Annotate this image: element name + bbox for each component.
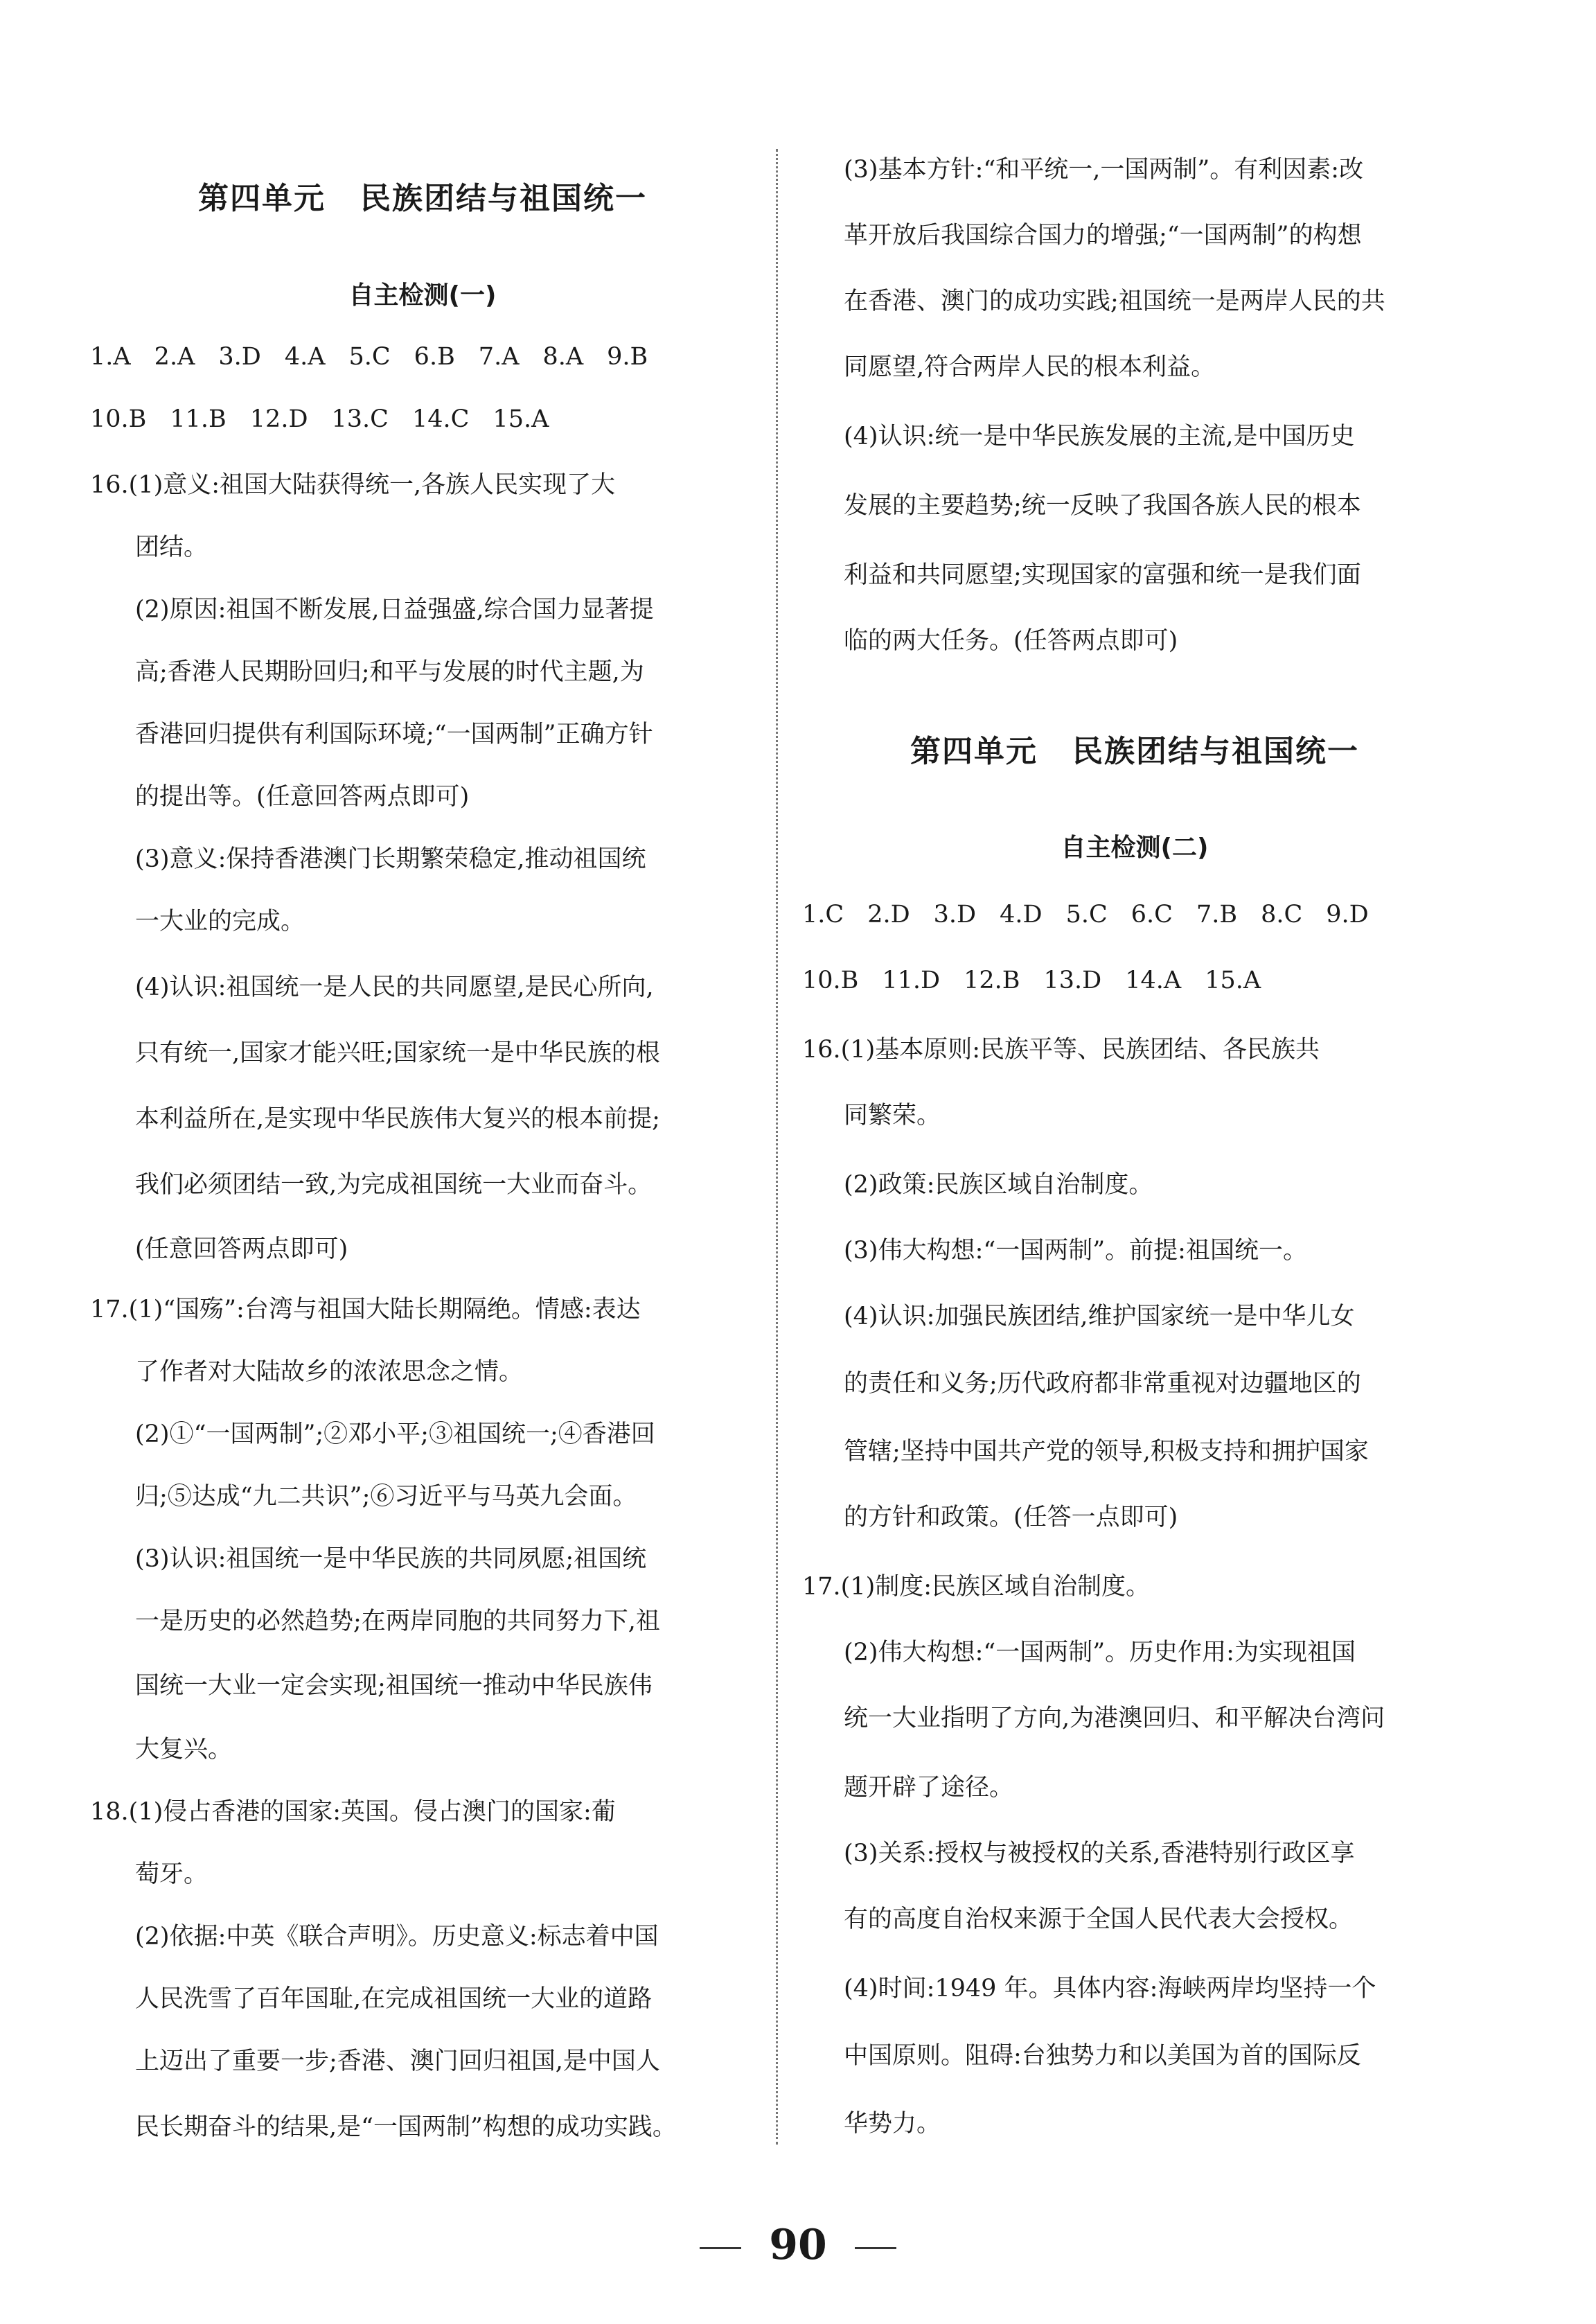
unit-title-part: 民族团结与祖国统一 <box>360 181 647 216</box>
choice-answer: 14.A <box>1125 967 1182 994</box>
answer-line: 人民洗雪了百年国耻,在完成祖国统一大业的道路 <box>135 1985 653 2013</box>
answer-line: (4)认识:加强民族团结,维护国家统一是中华儿女 <box>844 1303 1355 1330</box>
answer-line: 高;香港人民期盼回归;和平与发展的时代主题,为 <box>135 658 644 686</box>
answer-line: 16.(1)基本原则:民族平等、民族团结、各民族共 <box>802 1036 1320 1064</box>
choice-answer: 1.C <box>802 901 844 928</box>
answer-line: (2)①“一国两制”;②邓小平;③祖国统一;④香港回 <box>135 1420 655 1448</box>
answer-line: 的方针和政策。(任答一点即可) <box>844 1504 1178 1531</box>
answer-line: 同愿望,符合两岸人民的根本利益。 <box>844 353 1216 381</box>
choice-answer: 6.B <box>414 343 455 371</box>
answer-line: (2)依据:中英《联合声明》。历史意义:标志着中国 <box>135 1923 659 1951</box>
answer-line: (3)关系:授权与被授权的关系,香港特别行政区享 <box>844 1840 1355 1867</box>
answer-line: (2)政策:民族区域自治制度。 <box>844 1171 1153 1199</box>
answer-line: 本利益所在,是实现中华民族伟大复兴的根本前提; <box>135 1105 660 1133</box>
answer-line: 16.(1)意义:祖国大陆获得统一,各族人民实现了大 <box>90 471 616 499</box>
choice-answer: 11.B <box>170 405 227 433</box>
answer-line: 18.(1)侵占香港的国家:英国。侵占澳门的国家:葡 <box>90 1798 616 1826</box>
answer-line: 一大业的完成。 <box>135 908 305 935</box>
answer-line: (4)认识:祖国统一是人民的共同愿望,是民心所向, <box>135 974 654 1001</box>
answer-line: 香港回归提供有利国际环境;“一国两制”正确方针 <box>135 721 653 748</box>
choice-answer: 5.C <box>1065 901 1108 928</box>
answer-line: 革开放后我国综合国力的增强;“一国两制”的构想 <box>844 222 1362 249</box>
choice-answers-row <box>90 402 572 437</box>
unit-title-part: 民族团结与祖国统一 <box>1072 734 1359 769</box>
choice-answer: 3.D <box>218 343 261 371</box>
answer-line: (2)原因:祖国不断发展,日益强盛,综合国力显著提 <box>135 596 654 624</box>
choice-answer: 2.D <box>867 901 910 928</box>
answer-line: 我们必须团结一致,为完成祖国统一大业而奋斗。 <box>135 1171 653 1199</box>
choice-answer: 3.D <box>933 901 977 928</box>
choice-answer: 7.A <box>478 343 520 371</box>
choice-answer: 12.D <box>249 405 308 433</box>
answer-line: 的提出等。(任意回答两点即可) <box>135 783 470 811</box>
section-subtitle: 自主检测(一) <box>348 281 497 310</box>
answer-line: (3)伟大构想:“一国两制”。前提:祖国统一。 <box>844 1237 1307 1265</box>
answer-line: 在香港、澳门的成功实践;祖国统一是两岸人民的共 <box>844 288 1385 315</box>
choice-answer: 10.B <box>90 405 147 433</box>
choice-answer: 12.B <box>964 967 1020 994</box>
answer-line: 题开辟了途径。 <box>844 1774 1014 1802</box>
answer-line: 发展的主要趋势;统一反映了我国各族人民的根本 <box>844 492 1361 520</box>
answer-line: (3)意义:保持香港澳门长期繁荣稳定,推动祖国统 <box>135 845 646 873</box>
choice-answer: 4.A <box>284 343 326 371</box>
answer-line: 大复兴。 <box>135 1736 233 1763</box>
answer-line: 只有统一,国家才能兴旺;国家统一是中华民族的根 <box>135 1039 660 1067</box>
answer-line: 民长期奋斗的结果,是“一国两制”构想的成功实践。 <box>135 2113 677 2141</box>
answer-line: (2)伟大构想:“一国两制”。历史作用:为实现祖国 <box>844 1639 1356 1666</box>
answer-line: 17.(1)制度:民族区域自治制度。 <box>802 1573 1151 1601</box>
choice-answer: 6.C <box>1130 901 1173 928</box>
answer-line: (3)基本方针:“和平统一,一国两制”。有利因素:改 <box>844 156 1364 184</box>
answer-line: (3)认识:祖国统一是中华民族的共同夙愿;祖国统 <box>135 1545 647 1573</box>
page-number-dash <box>700 2247 741 2249</box>
choice-answer: 15.A <box>493 405 549 433</box>
choice-answer: 1.A <box>90 343 131 371</box>
unit-title <box>802 726 1467 771</box>
choice-answer: 9.D <box>1326 901 1369 928</box>
page-number-dash <box>855 2247 896 2249</box>
unit-title-part: 第四单元 <box>910 734 1038 769</box>
unit-title <box>90 173 755 218</box>
answer-line: 同繁荣。 <box>844 1102 941 1129</box>
choice-answer: 8.A <box>542 343 584 371</box>
page-number <box>0 2221 1596 2269</box>
answer-line: 了作者对大陆故乡的浓浓思念之情。 <box>135 1358 524 1386</box>
choice-answer: 9.B <box>607 343 648 371</box>
answer-line: 华势力。 <box>844 2110 941 2138</box>
choice-answer: 15.A <box>1205 967 1261 994</box>
answer-line: (4)认识:统一是中华民族发展的主流,是中国历史 <box>844 423 1355 450</box>
answer-line: 统一大业指明了方向,为港澳回归、和平解决台湾问 <box>844 1705 1385 1732</box>
answer-line: 的责任和义务;历代政府都非常重视对边疆地区的 <box>844 1370 1361 1398</box>
choice-answers-row <box>802 897 1392 932</box>
answer-line: 临的两大任务。(任答两点即可) <box>844 627 1178 655</box>
answer-line: 归;⑤达成“九二共识”;⑥习近平与马英九会面。 <box>135 1483 637 1511</box>
choice-answer: 8.C <box>1261 901 1303 928</box>
section-subtitle: 自主检测(二) <box>1061 834 1209 862</box>
answer-line: 17.(1)“国殇”:台湾与祖国大陆长期隔绝。情感:表达 <box>90 1296 641 1323</box>
choice-answer: 2.A <box>154 343 195 371</box>
choice-answer: 14.C <box>411 405 470 433</box>
choice-answer: 13.C <box>331 405 389 433</box>
unit-title-part: 第四单元 <box>198 181 326 216</box>
choice-answers-row <box>802 963 1284 998</box>
choice-answer: 7.B <box>1196 901 1238 928</box>
answer-line: 中国原则。阻碍:台独势力和以美国为首的国际反 <box>844 2042 1361 2070</box>
page-number-value: 90 <box>769 2221 827 2269</box>
answer-line: 有的高度自治权来源于全国人民代表大会授权。 <box>844 1905 1354 1933</box>
column-divider <box>776 149 778 2145</box>
answer-line: 利益和共同愿望;实现国家的富强和统一是我们面 <box>844 561 1361 589</box>
answer-line: 萄牙。 <box>135 1860 209 1888</box>
choice-answer: 5.C <box>348 343 391 371</box>
answer-line: 团结。 <box>135 534 209 561</box>
answer-line: 一是历史的必然趋势;在两岸同胞的共同努力下,祖 <box>135 1608 660 1635</box>
choice-answer: 4.D <box>1000 901 1043 928</box>
choice-answer: 10.B <box>802 967 859 994</box>
answer-line: (4)时间:1949 年。具体内容:海峡两岸均坚持一个 <box>844 1975 1376 2002</box>
answer-line: 上迈出了重要一步;香港、澳门回归祖国,是中国人 <box>135 2048 660 2075</box>
answer-line: 国统一大业一定会实现;祖国统一推动中华民族伟 <box>135 1672 653 1700</box>
choice-answer: 13.D <box>1043 967 1102 994</box>
choice-answer: 11.D <box>882 967 941 994</box>
answer-line: (任意回答两点即可) <box>135 1235 348 1263</box>
answer-line: 管辖;坚持中国共产党的领导,积极支持和拥护国家 <box>844 1438 1369 1465</box>
choice-answers-row <box>90 340 671 374</box>
